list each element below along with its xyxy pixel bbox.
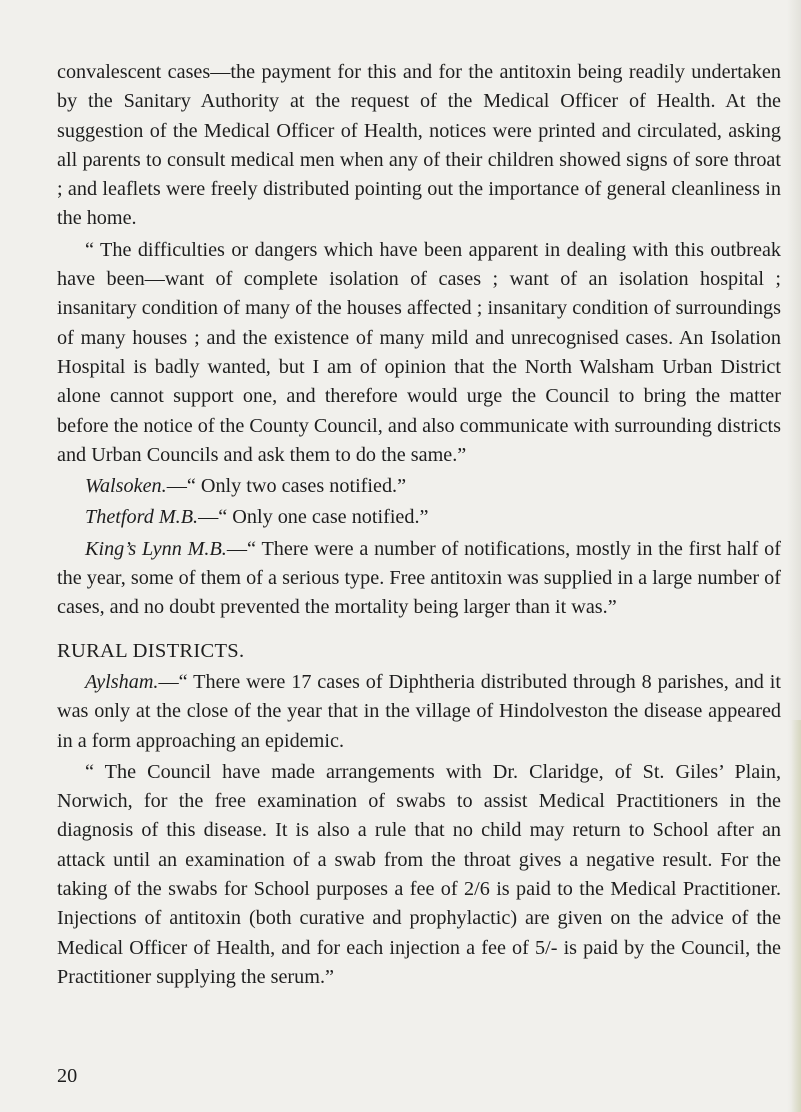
page-edge-stain: [791, 720, 801, 1112]
place-name-thetford: Thetford M.B.: [85, 506, 199, 529]
place-name-aylsham: Aylsham.: [85, 670, 159, 693]
paragraph-convalescent: convalescent cases—the payment for this and for the antitoxin being readily undertaken by the Sanitary Authority at the request of the Medical Officer of Health. At the suggestion of the Medical Officer of Health, notices were printed and circulated, asking all parents to consult medical men when any of their children showed signs of sore throat ; and leaflets were freely distributed pointing out the importance of general cleanliness in the home.: [57, 61, 781, 230]
page-number: 20: [57, 1065, 78, 1087]
section-heading-rural-districts: RURAL DISTRICTS.: [57, 639, 245, 662]
paragraph-difficulties: “ The difficulties or dangers which have been apparent in dealing with this outbreak have been—want of complete isolation of cases ; want of an isolation hospital ; insanitary condition of many of the houses affected ; insanitary condition of surroundings of many houses ; and the existence of many mild and unrecognised cases. An Isolation Hospital is badly wanted, but I am of opinion that the North Walsham Urban District alone cannot support one, and therefore would urge the Council to bring the matter before the notice of the County Council, and also communicate with surrounding districts and Urban Councils and ask them to do the same.”: [57, 238, 781, 466]
entry-thetford-text: —“ Only one case notified.”: [198, 506, 429, 529]
body-text: [57, 58, 781, 992]
entry-aylsham: [57, 668, 781, 756]
paragraph-council-arrangements: “ The Council have made arrangements with Dr. Claridge, of St. Giles’ Plain, Norwich, for the free examination of swabs to assist Medical Practitioners in the diagnosis of this disease. It is also a rule that no child may return to School after an attack until an examination of a swab from the throat gives a negative result. For the taking of the swabs for School purposes a fee of 2/6 is paid to the Medical Practitioner. Injections of antitoxin (both curative and prophylactic) are given on the advice of the Medical Officer of Health, and for each injection a fee of 5/- is paid by the Council, the Practitioner supplying the serum.”: [57, 760, 781, 988]
entry-walsoken: [57, 472, 781, 501]
entry-walsoken-text: —“ Only two cases notified.”: [166, 475, 407, 498]
entry-kings-lynn: [57, 535, 781, 623]
place-name-walsoken: Walsoken.: [85, 475, 167, 498]
entry-thetford: [57, 503, 781, 532]
entry-aylsham-text: —“ There were 17 cases of Diphtheria distributed through 8 parishes, and it was only at the close of the year that in the village of Hindolveston the disease appeared in a form approaching an epidemic.: [57, 670, 781, 752]
entry-kings-lynn-text: —“ There were a number of notifications, mostly in the first half of the year, some of them of a serious type. Free antitoxin was supplied in a large number of cases, and no doubt prevented the mortality being larger than it was.”: [57, 537, 781, 619]
place-name-kings-lynn: King’s Lynn M.B.: [85, 537, 227, 560]
